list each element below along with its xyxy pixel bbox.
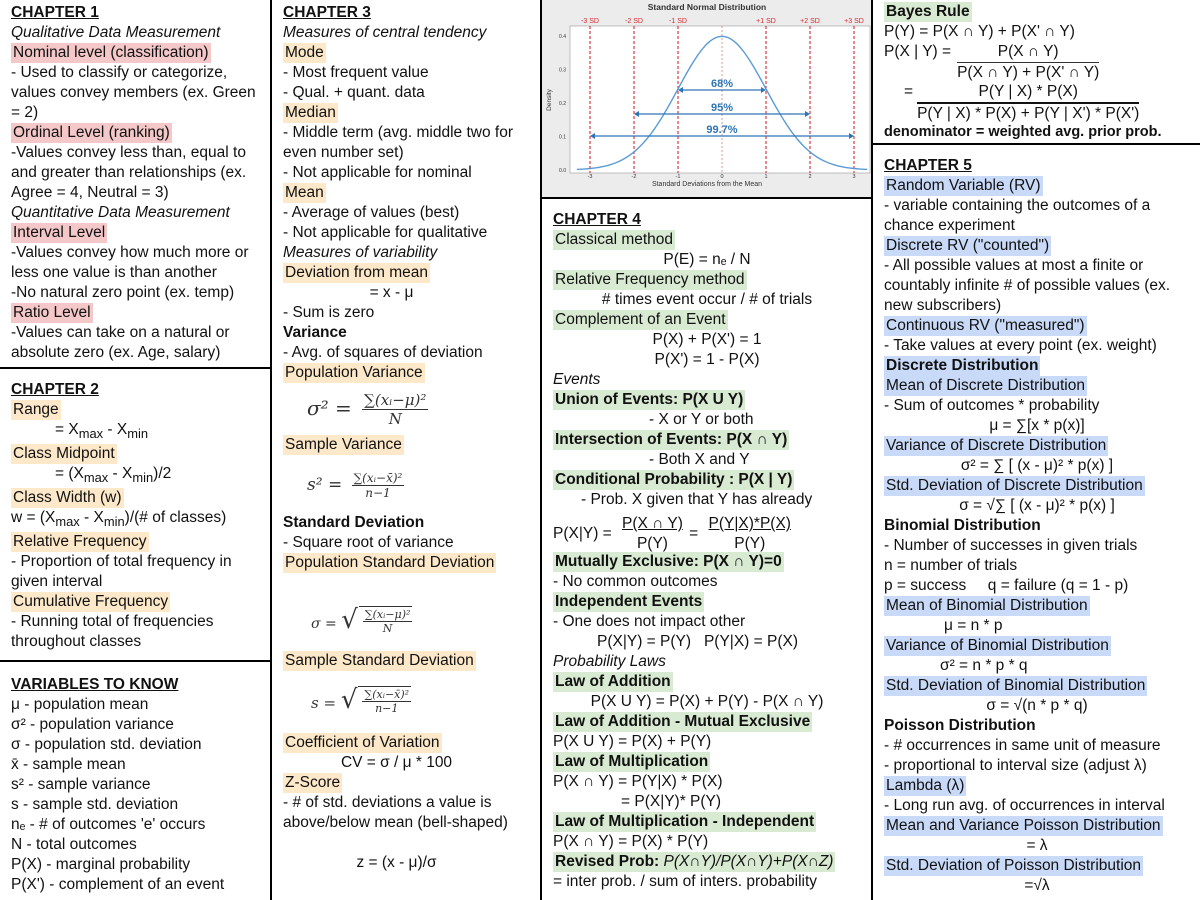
sampvar-den: n−1 [365,486,391,500]
ratio-desc: -Values can take on a natural or absolute zero (ex. Age, salary) [11,324,230,361]
lambda-desc: - Long run avg. of occurrences in interval [884,797,1165,814]
classical-term: Classical method [555,231,674,248]
sampvar-num: ∑(xᵢ−x̄)² [353,471,403,485]
poisson-desc: - # occurrences in same unit of measure [884,737,1161,754]
standard-deviation-desc: - Square root of variance [283,534,454,551]
x-axis-label: Standard Deviations from the Mean [651,181,763,188]
sd-discrete-formula: σ = √∑ [ (x - μ)² * p(x) ] [959,497,1115,514]
chapter-2-heading: CHAPTER 2 [11,381,99,398]
variance-discrete-formula: σ² = ∑ [ (x - μ)² * p(x) ] [960,457,1114,474]
poisson-desc-2: - proportional to interval size (adjust λ) [884,757,1147,774]
law-of-multiplication-ind-term: Law of Multiplication - Independent [555,813,815,830]
discrete-distribution-term: Discrete Distribution [886,357,1039,374]
y-tick-label: 0.1 [559,134,566,141]
x-tick-label: 2 [808,174,812,180]
binomial-desc-3: p = success q = failure (q = 1 - p) [884,577,1129,594]
complement-term: Complement of an Event [555,311,726,328]
sd-label: +1 SD [756,18,776,25]
sd-discrete-term: Std. Deviation of Discrete Distribution [886,477,1143,494]
range-term: Range [13,401,59,418]
ratio-term: Ratio Level [13,304,91,321]
popvar-lhs: σ² = [307,396,352,420]
mean-term: Mean [285,184,324,201]
bayes-heading: Bayes Rule [886,3,970,20]
relative-frequency-term: Relative Frequency [13,533,147,551]
independent-formula: P(X|Y) = P(Y) P(Y|X) = P(X) [597,633,798,650]
law-of-multiplication-ind-formula: P(X ∩ Y) = P(X) * P(Y) [553,833,709,850]
independent-term: Independent Events [555,593,703,610]
y-tick-label: 0.2 [559,101,566,107]
variable-item: s² - sample variance [11,776,151,793]
binomial-desc: - Number of successes in given trials [884,537,1138,554]
bayes-formula-1: P(Y) = P(X ∩ Y) + P(X' ∩ Y) [884,23,1075,40]
lambda-term: Lambda (λ) [886,777,965,794]
mean-desc-2: - Not applicable for qualitative [283,224,488,241]
z-score-term: Z-Score [285,774,341,791]
union-desc: - X or Y or both [649,411,754,428]
union-term: Union of Events: P(X U Y) [555,391,744,408]
variables-list [11,695,260,895]
sd-poisson-term: Std. Deviation of Poisson Distribution [886,857,1142,874]
sd-poisson-formula: =√λ [1024,877,1050,894]
sd-binomial-term: Std. Deviation of Binomial Distribution [886,677,1146,694]
ordinal-term: Ordinal Level (ranking) [13,124,170,141]
chapter-5-section [873,145,1200,900]
figure-title: Standard Normal Distribution [647,2,767,12]
variable-item: s - sample std. deviation [11,796,179,813]
law-of-addition-formula: P(X U Y) = P(X) + P(Y) - P(X ∩ Y) [590,693,824,710]
popsd-den: N [382,621,393,635]
class-width-formula: $w = (X_{max}$ - $X_{min})/(\#$ of classes) [11,509,227,530]
bayes-den: P(Y) [734,535,766,552]
law-of-multiplication-formula: P(X ∩ Y) = P(Y|X) * P(X) [553,773,723,790]
interval-desc-2: -No natural zero point (ex. temp) [11,284,235,301]
sample-variance-term: Sample Variance [285,436,402,453]
law-of-addition-me-formula: P(X U Y) = P(X) + P(Y) [553,733,712,750]
normal-distribution-figure [542,0,873,199]
sampsd-num: ∑(xᵢ−x̄)² [364,687,410,701]
variables-section [0,662,272,900]
midpoint-formula: = $(X_{max} - X_{min})/2$ [55,465,172,486]
x-tick-label: -1 [675,174,681,180]
sd-label: +2 SD [800,18,820,25]
binomial-desc-2: n = number of trials [884,557,1018,574]
sampsd-den: n−1 [375,701,399,715]
mean-binomial-term: Mean of Binomial Distribution [886,597,1088,614]
chapter-1-heading: CHAPTER 1 [11,4,99,21]
band-label: 99.7% [706,124,738,136]
population-variance-formula [283,383,530,435]
intersection-desc: - Both X and Y [649,451,750,468]
popsd-lhs: σ = [311,616,337,632]
sd-label: -3 SD [581,18,599,25]
sampsd-lhs: s = [311,694,337,712]
band-label: 95% [710,102,734,114]
intersection-term: Intersection of Events: P(X ∩ Y) [555,431,788,448]
mode-desc: - Most frequent value [283,64,429,81]
bayes-f2-den: P(X ∩ Y) + P(X' ∩ Y) [957,64,1100,81]
events-heading: Events [553,371,601,388]
mean-variance-poisson-formula: = λ [1026,837,1048,854]
y-tick-label: 0.3 [559,67,566,74]
variable-item: x̄ - sample mean [11,756,126,773]
variable-item: μ - population mean [11,696,149,713]
variance-binomial-formula: σ² = n * p * q [940,657,1028,674]
random-variable-term: Random Variable (RV) [886,177,1041,194]
y-axis-label: Density [546,89,553,111]
cumulative-frequency-term: Cumulative Frequency [13,593,169,611]
law-of-multiplication-formula-2: = P(X|Y)* P(Y) [621,793,722,810]
sample-sd-term: Sample Standard Deviation [285,652,474,669]
central-tendency-heading: Measures of central tendency [283,24,487,41]
quantitative-heading: Quantitative Data Measurement [11,204,230,221]
variance-binomial-term: Variance of Binomial Distribution [886,637,1109,654]
sample-sd-formula [283,671,530,733]
popvar-num: ∑(xᵢ−μ)² [364,391,427,409]
sd-label: +3 SD [844,18,864,25]
revised-prob-formula: P(X∩Y)/P(X∩Y)+P(X∩Z) [663,853,834,870]
population-sd-formula [283,573,530,651]
law-of-addition-me-term: Law of Addition - Mutual Exclusive [555,713,811,730]
x-tick-label: 3 [852,174,856,180]
mutually-exclusive-desc: - No common outcomes [553,573,718,590]
nominal-term: Nominal level (classification) [13,44,209,61]
chapter-3-heading: CHAPTER 3 [283,4,371,21]
variance-discrete-term: Variance of Discrete Distribution [886,437,1107,454]
chapter-2-section [0,369,272,662]
median-desc: - Middle term (avg. middle two for even number set) [283,124,513,161]
deviation-formula: = x - μ [369,284,414,301]
continuous-rv-desc: - Take values at every point (ex. weight) [884,337,1157,354]
plot-area [570,26,870,173]
z-score-desc: - # of std. deviations a value is above/below mean (bell-shaped) [283,794,508,831]
band-label: 68% [710,78,734,90]
variable-item: nₑ - # of outcomes 'e' occurs [11,816,206,833]
chapter-3-section [272,0,542,900]
relative-frequency-method-term: Relative Frequency method [555,271,745,288]
chapter-4-heading: CHAPTER 4 [553,211,641,228]
binomial-term: Binomial Distribution [884,517,1041,534]
deviation-desc: - Sum is zero [283,304,375,321]
poisson-term: Poisson Distribution [884,717,1036,734]
mean-discrete-formula: μ = ∑[x * p(x)] [989,417,1085,434]
variance-term: Variance [283,324,347,341]
z-score-formula: z = (x - μ)/σ [356,854,437,871]
bayes-f3-den: P(Y | X) * P(X) + P(Y | X') * P(X') [917,105,1140,122]
chapter-5-heading: CHAPTER 5 [884,157,972,174]
chapter-4-section [542,199,873,900]
mean-discrete-term: Mean of Discrete Distribution [886,377,1085,394]
population-variance-term: Population Variance [285,364,423,381]
sampvar-lhs: s² = [307,475,343,495]
x-tick-label: 0 [720,174,724,180]
mean-desc: - Average of values (best) [283,204,460,221]
sd-label: -1 SD [669,18,687,25]
population-sd-term: Population Standard Deviation [285,554,495,571]
conditional-lhs: P(X|Y) = [553,525,612,543]
x-tick-label: 1 [764,174,768,180]
y-tick-label: 0.0 [559,168,566,174]
range-formula: = $X_{max} - X_{min}$ [55,421,149,442]
sample-variance-formula [283,455,530,513]
bayes-f3-eq: = [904,83,914,100]
median-desc-2: - Not applicable for nominal [283,164,472,181]
midpoint-term: Class Midpoint [13,445,115,463]
bayes-formula-2 [884,42,1190,82]
popsd-num: ∑(xᵢ−μ)² [364,607,411,621]
discrete-rv-term: Discrete RV ("counted") [886,237,1050,254]
conditional-term: Conditional Probability : P(X | Y) [555,471,793,488]
interval-term: Interval Level [13,224,106,241]
discrete-rv-desc: - All possible values at most a finite or countably infinite # of possible values (ex. new subscribers) [884,257,1171,314]
complement-formula-2: P(X') = 1 - P(X) [654,351,760,368]
cumulative-frequency-desc: - Running total of frequencies throughout classes [11,613,214,651]
classical-formula: P(E) = nₑ / N [663,251,751,268]
revised-prob-desc: = inter prob. / sum of inters. probability [553,873,818,890]
bayes-note: denominator = weighted avg. prior prob. [884,124,1162,140]
variability-heading: Measures of variability [283,244,438,261]
relative-frequency-desc: - Proportion of total frequency in given interval [11,553,232,591]
variable-item: σ - population std. deviation [11,736,202,753]
mean-discrete-desc: - Sum of outcomes * probability [884,397,1100,414]
independent-desc: - One does not impact other [553,613,746,630]
variable-item: σ² - population variance [11,716,174,733]
variables-heading: VARIABLES TO KNOW [11,676,179,693]
sqrt-icon: √ [340,685,358,715]
chapter-1-section [0,0,272,369]
variance-desc: - Avg. of squares of deviation [283,344,483,361]
cv-formula: CV = σ / μ * 100 [340,754,453,771]
median-term: Median [285,104,336,121]
conditional-num: P(X ∩ Y) [622,515,683,532]
class-width-term: Class Width (w) [13,489,122,507]
bayes-f2-lhs: P(X | Y) = [884,43,952,60]
bayes-f2-num: P(X ∩ Y) [957,42,1099,63]
cv-term: Coefficient of Variation [285,734,440,751]
law-of-multiplication-term: Law of Multiplication [555,753,709,770]
law-of-addition-term: Law of Addition [555,673,671,690]
popvar-den: N [388,410,402,428]
interval-desc: -Values convey how much more or less one value is than another [11,244,249,281]
mode-desc-2: - Qual. + quant. data [283,84,425,101]
bayes-formula-3 [884,82,1190,122]
mean-binomial-formula: μ = n * p [944,617,1003,634]
y-tick-label: 0.4 [559,34,566,40]
bayes-num: P(Y|X)*P(X) [708,515,791,532]
conditional-formula [553,510,861,552]
qualitative-heading: Qualitative Data Measurement [11,24,221,41]
revised-prob-label: Revised Prob: [555,853,660,870]
normal-distribution-chart [542,0,873,197]
x-tick-label: -3 [587,174,593,180]
variable-item: N - total outcomes [11,836,137,853]
variable-item: P(X) - marginal probability [11,856,191,873]
ordinal-desc: -Values convey less than, equal to and greater than relationships (ex. Agree = 4, Neutral = 3) [11,144,247,201]
conditional-desc: - Prob. X given that Y has already [581,491,813,508]
conditional-den: P(Y) [636,535,668,552]
mutually-exclusive-term: Mutually Exclusive: P(X ∩ Y)=0 [555,553,782,570]
sd-label: -2 SD [625,18,643,25]
relative-frequency-method-formula: # times event occur / # of trials [601,291,813,308]
deviation-term: Deviation from mean [285,264,429,281]
sd-binomial-formula: σ = √(n * p * q) [986,697,1088,714]
random-variable-desc: - variable containing the outcomes of a chance experiment [884,197,1151,234]
mode-term: Mode [285,44,324,61]
sqrt-icon: √ [341,605,358,635]
nominal-desc: - Used to classify or categorize, values convey members (ex. Green = 2) [11,64,256,121]
x-tick-label: -2 [631,174,637,180]
mean-variance-poisson-term: Mean and Variance Poisson Distribution [886,817,1161,834]
bayes-f3-num: P(Y | X) * P(X) [917,82,1139,104]
continuous-rv-term: Continuous RV ("measured") [886,317,1085,334]
probability-laws-heading: Probability Laws [553,653,666,670]
bayes-section [873,0,1200,145]
standard-deviation-term: Standard Deviation [283,514,425,531]
complement-formula: P(X) + P(X') = 1 [652,331,762,348]
variable-item: P(X') - complement of an event [11,876,225,893]
conditional-eq: = [689,525,699,543]
